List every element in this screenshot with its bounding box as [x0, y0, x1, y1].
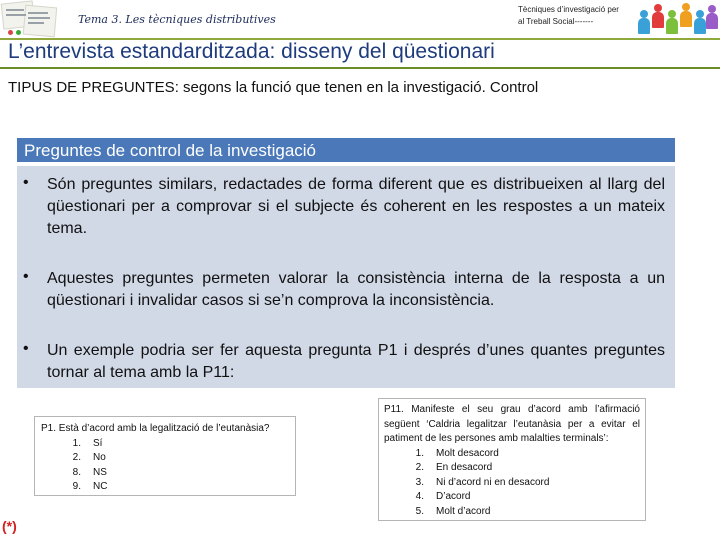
option-row: 8. NS: [72, 466, 107, 478]
bullet-icon: •: [23, 174, 29, 191]
option-row: 4. D’acord: [415, 491, 471, 502]
question-p11-box: [378, 398, 646, 521]
course-title: Tècniques d’investigació per al Treball Social-------: [518, 5, 619, 26]
people-illustration: [636, 0, 720, 38]
option-row: 3. Ni d’acord ni en desacord: [415, 476, 550, 488]
option-row: 5. Molt d’acord: [415, 505, 491, 517]
question-p1-text: P1. Està d’acord amb la legalització de l’eutanàsia?: [41, 423, 270, 434]
slide-subtitle: TIPUS DE PREGUNTES: segons la funció que tenen en la investigació. Control: [8, 79, 539, 96]
option-row: 2. En desacord: [415, 462, 493, 473]
chapter-title: Tema 3. Les tècniques distributives: [78, 13, 276, 26]
question-p1-box: [34, 416, 296, 496]
footnote-marker: (*): [2, 518, 17, 534]
option-row: 1. Sí: [72, 437, 103, 449]
option-row: 2. No: [72, 452, 106, 463]
title-divider: [0, 67, 720, 69]
bullet-icon: •: [23, 340, 29, 357]
option-row: 9. NC: [72, 481, 108, 492]
slide-title: L’entrevista estandarditzada: disseny del qüestionari: [8, 40, 495, 63]
box-heading: Preguntes de control de la investigació: [17, 138, 675, 164]
slide-thumbnail-image: [0, 0, 58, 38]
bullet-icon: •: [23, 268, 29, 285]
header-bar: [0, 0, 720, 38]
option-row: 1. Molt desacord: [415, 447, 499, 459]
question-p11-text: P11. Manifeste el seu grau d’acord amb l’afirmació següent ‘Caldria legalitzar l’eutanàsia per a evitar el patiment de les persones amb malalties terminals’:: [384, 404, 640, 444]
box-content: • Són preguntes similars, redactades de forma diferent que es distribueixen al llarg del qüestionari per a comprovar si el subjecte és coherent en les respostes a un mateix tema. • Aquestes preguntes permeten valorar la consistència interna de la resposta a un qüestionari i invalidar casos si se’n comprova la inconsistència. • Un exemple podria ser fer aquesta pregunta P1 i després d’unes quantes preguntes tornar al tema amb la P11:: [17, 166, 675, 388]
